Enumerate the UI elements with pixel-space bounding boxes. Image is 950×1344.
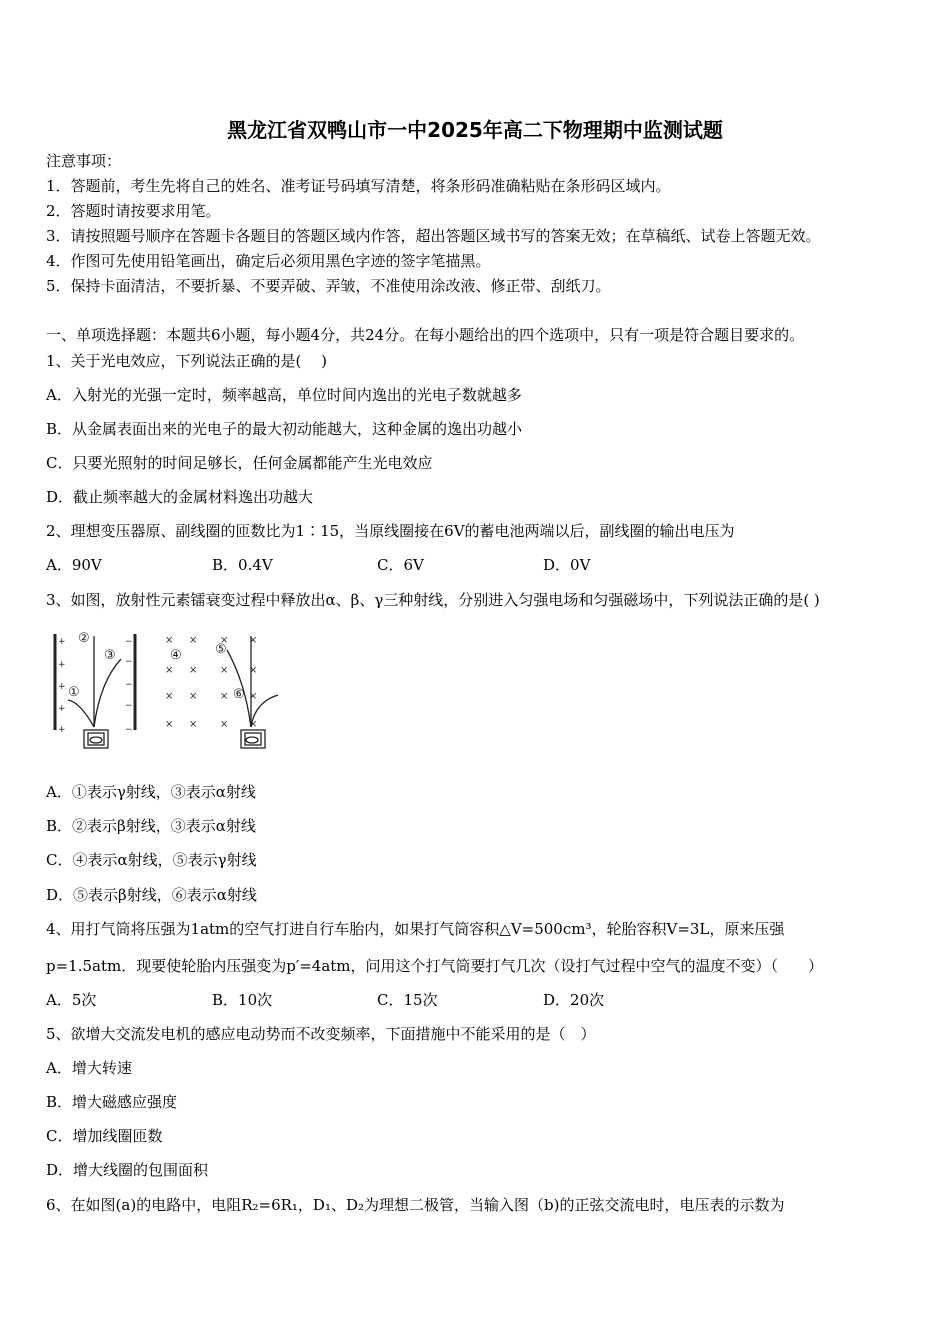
question-4-stem: 4、用打气筒将压强为1atm的空气打进自行车胎内，如果打气筒容积△V=500cm³，轮胎容积V=3L，原来压强	[46, 920, 785, 938]
question-1-option-d: D．截止频率越大的金属材料逸出功越大	[46, 488, 314, 506]
figure-label: ⑥	[233, 687, 245, 702]
question-1-option-b: B．从金属表面出来的光电子的最大初动能越大，这种金属的逸出功越小	[46, 420, 523, 438]
section-heading: 一、单项选择题：本题共6小题，每小题4分，共24分。在每小题给出的四个选项中，只有一项是符合题目要求的。	[46, 326, 805, 344]
notice-item: 3．请按照题号顺序在答题卡各题目的答题区域内作答，超出答题区域书写的答案无效；在草稿纸、试卷上答题无效。	[46, 227, 821, 245]
question-6-stem: 6、在如图(a)的电路中，电阻R₂=6R₁，D₁、D₂为理想二极管，当输入图（b)的正弦交流电时，电压表的示数为	[46, 1196, 785, 1214]
notice-heading: 注意事项：	[46, 152, 122, 170]
svg-text:×: ×	[220, 719, 229, 730]
svg-text:×: ×	[249, 635, 258, 646]
svg-text:−: −	[125, 657, 133, 667]
svg-text:×: ×	[220, 635, 229, 646]
figure-label: ③	[104, 648, 116, 663]
figure-label: ②	[78, 631, 90, 646]
question-5-option-b: B．增大磁感应强度	[46, 1093, 178, 1111]
figure-label: ①	[68, 685, 80, 700]
svg-text:+: +	[58, 725, 66, 735]
svg-text:×: ×	[189, 665, 198, 676]
question-2-stem: 2、理想变压器原、副线圈的匝数比为1∶15，当原线圈接在6V的蓄电池两端以后，副线圈的输出电压为	[46, 522, 735, 540]
question-3-option-d: D．⑤表示β射线，⑥表示α射线	[46, 886, 257, 904]
question-2-option-a: A．90V	[46, 556, 102, 574]
svg-text:×: ×	[189, 635, 198, 646]
notice-item: 2．答题时请按要求用笔。	[46, 202, 221, 220]
notice-item: 5．保持卡面清洁，不要折暴、不要弄破、弄皱，不准使用涂改液、修正带、刮纸刀。	[46, 277, 611, 295]
svg-text:+: +	[58, 682, 66, 692]
question-5-option-a: A．增大转速	[46, 1059, 132, 1077]
svg-text:+: +	[58, 637, 66, 647]
question-2-option-b: B．0.4V	[212, 556, 273, 574]
svg-text:+: +	[58, 704, 66, 714]
question-4-option-a: A．5次	[46, 991, 97, 1009]
question-5-stem: 5、欲增大交流发电机的感应电动势而不改变频率，下面措施中不能采用的是（ ）	[46, 1025, 596, 1043]
question-5-option-d: D．增大线圈的包围面积	[46, 1161, 209, 1179]
svg-text:×: ×	[165, 691, 174, 702]
question-3-option-a: A．①表示γ射线，③表示α射线	[46, 783, 256, 801]
svg-text:×: ×	[220, 665, 229, 676]
page-title: 黑龙江省双鸭山市一中2025年高二下物理期中监测试题	[227, 118, 723, 142]
svg-text:+: +	[58, 660, 66, 670]
notice-item: 4．作图可先使用铅笔画出，确定后必须用黑色字迹的签字笔描黑。	[46, 252, 491, 270]
question-3-option-b: B．②表示β射线，③表示α射线	[46, 817, 256, 835]
svg-text:×: ×	[249, 719, 258, 730]
svg-text:×: ×	[220, 691, 229, 702]
question-3-stem: 3、如图，放射性元素镭衰变过程中释放出α、β、γ三种射线，分别进入匀强电场和匀强磁场中，下列说法正确的是( )	[46, 591, 820, 609]
figure-label: ④	[170, 648, 182, 663]
figure-label: ⑤	[215, 642, 227, 657]
svg-text:−: −	[125, 637, 133, 647]
question-4-stem-continued: p=1.5atm．现要使轮胎内压强变为p′=4atm，问用这个打气筒要打气几次（设打气过程中空气的温度不变）（ ）	[46, 957, 824, 975]
question-1-option-a: A．入射光的光强一定时，频率越高，单位时间内逸出的光电子数就越多	[46, 386, 522, 404]
question-5-option-c: C．增加线圈匝数	[46, 1127, 163, 1145]
question-3-option-c: C．④表示α射线，⑤表示γ射线	[46, 851, 257, 869]
question-2-option-c: C．6V	[377, 556, 424, 574]
question-2-option-d: D．0V	[543, 556, 591, 574]
svg-text:×: ×	[165, 665, 174, 676]
question-1-stem: 1、关于光电效应，下列说法正确的是( )	[46, 352, 328, 370]
svg-text:×: ×	[189, 691, 198, 702]
question-4-option-c: C．15次	[377, 991, 438, 1009]
svg-text:×: ×	[165, 635, 174, 646]
svg-text:−: −	[125, 725, 133, 735]
svg-text:×: ×	[165, 719, 174, 730]
question-1-option-c: C．只要光照射的时间足够长，任何金属都能产生光电效应	[46, 454, 433, 472]
svg-text:×: ×	[249, 665, 258, 676]
svg-text:×: ×	[249, 691, 258, 702]
svg-text:−: −	[125, 680, 133, 690]
question-4-option-b: B．10次	[212, 991, 273, 1009]
question-4-option-d: D．20次	[543, 991, 605, 1009]
svg-text:×: ×	[189, 719, 198, 730]
svg-text:−: −	[125, 701, 133, 711]
notice-item: 1．答题前，考生先将自己的姓名、准考证号码填写清楚，将条形码准确粘贴在条形码区域内。	[46, 177, 671, 195]
radiation-deflection-figure	[40, 622, 280, 758]
